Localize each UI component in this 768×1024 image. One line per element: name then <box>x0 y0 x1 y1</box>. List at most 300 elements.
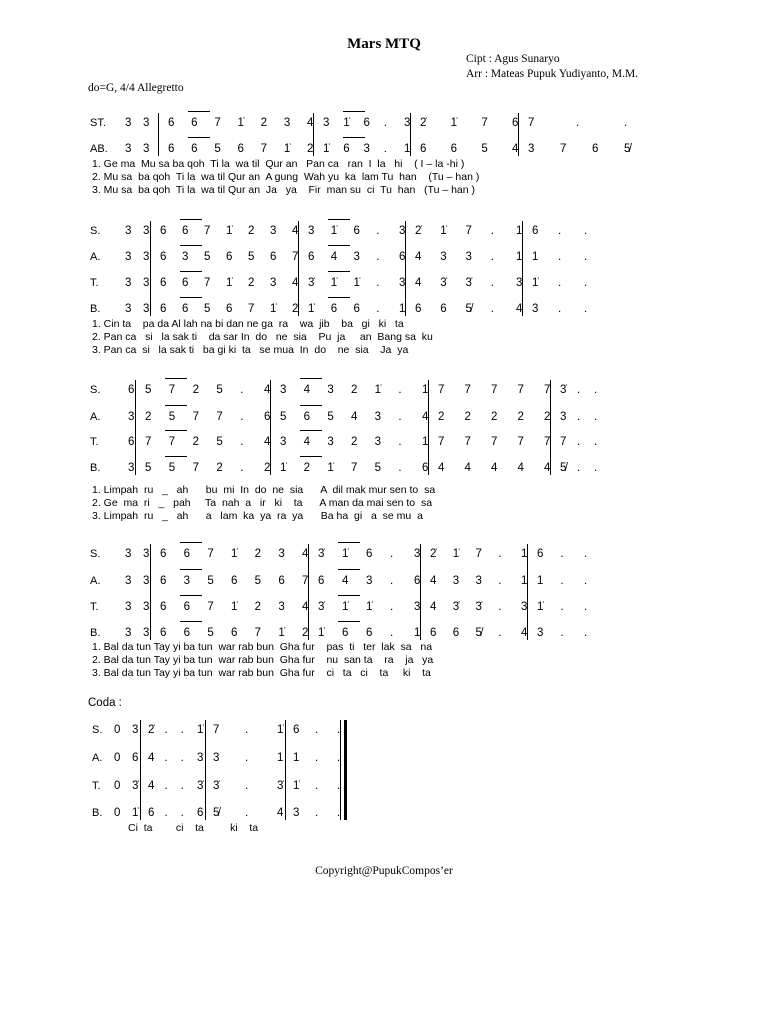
note: 3 <box>414 601 421 613</box>
coda-note: . <box>164 724 168 736</box>
pickup-note: 3 <box>125 601 132 613</box>
note: 7 <box>260 143 268 155</box>
note: . <box>490 303 494 315</box>
note: 2̇ <box>292 303 299 315</box>
note: 2̇ <box>420 117 427 129</box>
note: 6 <box>366 627 373 639</box>
note: 6 <box>160 303 167 315</box>
beam-line <box>300 405 322 406</box>
note: 3 <box>323 117 330 129</box>
pickup-note: 3 <box>143 277 150 289</box>
note: 3 <box>440 251 447 263</box>
note: 3 <box>465 251 472 263</box>
pickup-note: 3 <box>125 251 132 263</box>
note: . <box>390 601 394 613</box>
barline <box>410 113 411 156</box>
voice-label: T. <box>90 277 99 289</box>
note: 5 <box>280 411 287 423</box>
note: 6 <box>415 303 422 315</box>
beam-line <box>180 297 202 298</box>
coda-note: 1 <box>277 752 284 764</box>
coda-note: . <box>164 807 168 819</box>
note: 7 <box>204 277 211 289</box>
barline <box>308 544 309 640</box>
note: 6 <box>183 601 191 613</box>
pickup-note: 3 <box>143 627 150 639</box>
note: 1̇ <box>231 601 238 613</box>
coda-note: . <box>180 780 184 792</box>
voice-label: B. <box>90 303 101 315</box>
note: 3 <box>283 117 291 129</box>
coda-note: 0 <box>114 752 121 764</box>
note: 7 <box>192 462 199 474</box>
lyric-line: 2. Mu sa ba qoh Ti la wa til Qur an A gung Wah yu ka lam Tu han (Tu – han ) <box>92 171 480 183</box>
coda-note: 1̇ <box>293 780 300 792</box>
coda-label: Coda : <box>88 697 122 709</box>
note: 1̇ <box>270 303 277 315</box>
note: 3 <box>308 225 315 237</box>
note: 4 <box>330 251 338 263</box>
coda-note: . <box>245 724 249 736</box>
lyric-line: 3. Mu sa ba qoh Ti la wa til Qur an Ja ya Fir man su ci Tu han (Tu – han ) <box>92 184 476 196</box>
note: . <box>376 225 380 237</box>
coda-note: . <box>337 807 341 819</box>
note: 3 <box>270 225 277 237</box>
note: 5 <box>216 436 223 448</box>
coda-note: 2̇ <box>148 724 155 736</box>
voice-label: A. <box>90 251 101 263</box>
note: 6 <box>343 143 350 155</box>
coda-voice-label: S. <box>92 724 103 736</box>
barline <box>550 380 551 475</box>
note: 7 <box>517 384 524 396</box>
note: 6 <box>303 411 311 423</box>
beam-line <box>165 430 187 431</box>
note: 1̇ <box>440 225 447 237</box>
coda-voice-label: T. <box>92 780 101 792</box>
note: 6 <box>422 462 429 474</box>
coda-note: 6 <box>197 807 204 819</box>
coda-note: 6 <box>132 752 139 764</box>
note: 7 <box>192 411 199 423</box>
barline <box>420 544 421 640</box>
note: . <box>398 462 402 474</box>
note: . <box>390 548 394 560</box>
note: 6 <box>226 303 233 315</box>
note: 1 <box>516 251 523 263</box>
voice-label: ST. <box>90 117 106 129</box>
note: 1̇ <box>404 143 411 155</box>
note: 7 <box>254 627 262 639</box>
note: 5 <box>145 384 152 396</box>
note: 4 <box>302 548 309 560</box>
note: 5 <box>207 627 214 639</box>
pickup-note: 3 <box>143 117 150 129</box>
note: 1̇ <box>537 601 544 613</box>
note: 1̇ <box>422 384 429 396</box>
lyric-line: 1. Bal da tun Tay yi ba tun war rab bun Gha fur pas ti ter lak sa na <box>92 641 433 653</box>
note: 6 <box>270 251 277 263</box>
note: 1̇ <box>330 277 338 289</box>
note: 5̸ <box>624 143 631 155</box>
note: 6 <box>532 225 539 237</box>
barline <box>522 221 523 316</box>
note: 6 <box>430 627 437 639</box>
note: 7 <box>491 384 498 396</box>
note: 6 <box>191 117 198 129</box>
lyric-line: 2. Ge ma ri _ pah Ta nah a ir ki ta A man da mai sen to sa <box>92 497 433 509</box>
note: 6 <box>160 251 167 263</box>
coda-note: . <box>180 752 184 764</box>
coda-voice-label: A. <box>92 752 103 764</box>
voice-label: A. <box>90 411 101 423</box>
note: . <box>240 436 244 448</box>
note: . <box>624 117 628 129</box>
note: 1̇ <box>323 143 330 155</box>
arranger-credit: Arr : Mateas Pupuk Yudiyanto, M.M. <box>466 68 639 80</box>
pickup-note: 3 <box>143 303 150 315</box>
key-tempo: do=G, 4/4 Allegretto <box>88 82 184 94</box>
coda-note: . <box>315 752 319 764</box>
coda-note: . <box>337 780 341 792</box>
note: 2 <box>248 277 255 289</box>
note: 5̸ <box>475 627 482 639</box>
note: 1̇ <box>450 117 458 129</box>
barline <box>158 113 159 156</box>
note: . <box>584 277 588 289</box>
coda-note: 4 <box>277 807 284 819</box>
note: 2̇ <box>415 225 422 237</box>
note: 7 <box>475 548 482 560</box>
note: 4 <box>430 575 437 587</box>
composer-credit: Cipt : Agus Sunaryo <box>466 53 560 65</box>
voice-label: AB. <box>90 143 108 155</box>
beam-line <box>180 271 202 272</box>
lyric-line: 2. Bal da tun Tay yi ba tun war rab bun Gha fur nu san ta ra ja ya <box>92 654 434 666</box>
note: 3 <box>270 277 277 289</box>
lyric-line: 1. Limpah ru _ ah bu mi In do ne sia A dil mak mur sen to sa <box>92 484 436 496</box>
note: 3 <box>327 436 334 448</box>
note: 3̇ <box>560 384 567 396</box>
coda-note: 7 <box>213 724 220 736</box>
note: . <box>498 601 502 613</box>
note: . <box>584 548 588 560</box>
note: 4 <box>292 225 299 237</box>
coda-note: . <box>164 752 168 764</box>
note: 7 <box>517 436 524 448</box>
beam-line <box>300 456 322 457</box>
beam-line <box>328 219 350 220</box>
pickup-note: 3 <box>125 303 132 315</box>
note: 1̇ <box>452 548 460 560</box>
note: 6 <box>414 575 421 587</box>
note: 6 <box>168 117 175 129</box>
note: 5 <box>248 251 255 263</box>
voice-label: S. <box>90 384 101 396</box>
note: . <box>560 575 564 587</box>
note: 5 <box>168 411 176 423</box>
barline <box>527 544 528 640</box>
note: 1̇ <box>532 277 539 289</box>
pickup-note: 3 <box>125 143 132 155</box>
note: 1̇ <box>231 548 238 560</box>
note: 6 <box>231 575 238 587</box>
beam-line <box>300 378 322 379</box>
coda-note: 3 <box>293 807 300 819</box>
note: 6 <box>168 143 175 155</box>
beam-line <box>338 621 360 622</box>
note: 7 <box>464 436 471 448</box>
note: 6 <box>450 143 458 155</box>
copyright-footer: Copyright@PupukCompos’er <box>315 865 453 877</box>
coda-note: . <box>315 807 319 819</box>
note: 3 <box>399 277 406 289</box>
barline <box>298 221 299 316</box>
lyric-line: 3. Limpah ru _ ah a lam ka ya ra ya Ba ha gi a se mu a <box>92 510 423 522</box>
note: 1̇ <box>521 548 528 560</box>
note: 3 <box>537 627 544 639</box>
note: 6 <box>231 627 238 639</box>
note: 1̇ <box>237 117 244 129</box>
note: 7 <box>248 303 255 315</box>
coda-note: 3̇ <box>213 780 220 792</box>
note: 7 <box>145 436 152 448</box>
note: 7 <box>465 225 472 237</box>
note: . <box>240 411 244 423</box>
coda-note: 3̇ <box>277 780 284 792</box>
note: 1̇ <box>353 277 360 289</box>
note: 2 <box>491 411 498 423</box>
note: 2 <box>351 436 358 448</box>
note: . <box>498 627 502 639</box>
note: 3̇ <box>440 277 447 289</box>
coda-lyric: Ci ta ci ta ki ta <box>128 822 259 834</box>
note: 5 <box>327 411 334 423</box>
note: 4 <box>422 411 429 423</box>
note: . <box>577 462 581 474</box>
note: 6 <box>182 277 189 289</box>
coda-note: . <box>245 752 249 764</box>
note: 3 <box>280 384 287 396</box>
note: 1̇ <box>226 225 233 237</box>
pickup-note: 3 <box>143 548 150 560</box>
note: 1 <box>537 575 544 587</box>
coda-note: . <box>180 807 184 819</box>
coda-note: 6 <box>293 724 300 736</box>
note: 3̇ <box>308 277 315 289</box>
coda-note: 5̸ <box>213 807 220 819</box>
lyric-line: 2. Pan ca si la sak ti da sar In do ne sia Pu ja an Bang sa ku <box>92 331 433 343</box>
note: 4 <box>544 462 551 474</box>
note: 3 <box>278 548 285 560</box>
note: 3 <box>452 575 460 587</box>
note: 4 <box>307 117 314 129</box>
note: 7 <box>168 436 176 448</box>
note: 4 <box>415 277 422 289</box>
note: 3 <box>280 436 287 448</box>
note: 1̇ <box>399 303 406 315</box>
note: . <box>490 277 494 289</box>
note: 7 <box>292 251 299 263</box>
note: 1̇ <box>366 601 373 613</box>
note: 1̇ <box>226 277 233 289</box>
coda-voice-label: B. <box>92 807 103 819</box>
barline <box>428 380 429 475</box>
note: . <box>560 548 564 560</box>
note: 3 <box>475 575 482 587</box>
note: . <box>383 117 387 129</box>
note: 3̇ <box>465 277 472 289</box>
note: 6 <box>183 627 191 639</box>
note: . <box>398 384 402 396</box>
note: 7 <box>560 436 567 448</box>
note: 6 <box>399 251 406 263</box>
note: 1 <box>532 251 539 263</box>
note: 3 <box>532 303 539 315</box>
note: 6 <box>226 251 233 263</box>
beam-line <box>338 569 360 570</box>
note: 3 <box>182 251 189 263</box>
note: 4 <box>516 303 523 315</box>
pickup-note: 3 <box>143 225 150 237</box>
note: 7 <box>302 575 309 587</box>
note: 2 <box>303 462 311 474</box>
beam-line <box>338 595 360 596</box>
note: 3 <box>363 143 370 155</box>
note: . <box>498 575 502 587</box>
pickup-note: 6 <box>128 436 135 448</box>
note: 4 <box>464 462 471 474</box>
pickup-note: 3 <box>125 548 132 560</box>
note: 3 <box>374 411 382 423</box>
note: 5 <box>374 462 382 474</box>
note: 3̇ <box>521 601 528 613</box>
beam-line <box>180 542 202 543</box>
note: 3 <box>560 411 567 423</box>
note: . <box>576 117 580 129</box>
note: 6 <box>592 143 599 155</box>
note: 6 <box>160 548 167 560</box>
coda-note: . <box>315 724 319 736</box>
coda-note: 3 <box>213 752 220 764</box>
note: 4 <box>292 277 299 289</box>
lyric-line: 3. Bal da tun Tay yi ba tun war rab bun Gha fur ci ta ci ta ki ta <box>92 667 431 679</box>
beam-line <box>188 111 210 112</box>
note: 6 <box>353 303 360 315</box>
note: 6 <box>512 117 519 129</box>
note: . <box>240 462 244 474</box>
score-title: Mars MTQ <box>347 36 421 52</box>
note: 4 <box>303 384 311 396</box>
note: 6 <box>160 601 167 613</box>
voice-label: S. <box>90 225 101 237</box>
pickup-note: 6 <box>128 384 135 396</box>
note: 1̇ <box>422 436 429 448</box>
pickup-note: 3 <box>143 251 150 263</box>
coda-note: 3 <box>132 724 139 736</box>
note: 6 <box>160 225 167 237</box>
note: 4 <box>512 143 519 155</box>
pickup-note: 3 <box>143 575 150 587</box>
note: 7 <box>528 117 535 129</box>
note: . <box>558 251 562 263</box>
note: 4 <box>438 462 445 474</box>
note: . <box>490 251 494 263</box>
note: 4 <box>302 601 309 613</box>
note: 7 <box>351 462 358 474</box>
beam-line <box>180 595 202 596</box>
note: 7 <box>544 384 551 396</box>
note: 4 <box>264 384 271 396</box>
note: 3 <box>327 384 334 396</box>
voice-label: A. <box>90 575 101 587</box>
note: 6 <box>342 627 349 639</box>
note: 7 <box>438 384 445 396</box>
note: 2̇ <box>264 462 271 474</box>
coda-note: 0 <box>114 807 121 819</box>
voice-label: B. <box>90 627 101 639</box>
note: 6 <box>330 303 338 315</box>
note: 2 <box>254 601 262 613</box>
coda-note: 6 <box>148 807 155 819</box>
voice-label: S. <box>90 548 101 560</box>
note: 3 <box>278 601 285 613</box>
note: 5 <box>214 143 221 155</box>
note: . <box>594 436 598 448</box>
note: 6 <box>182 303 189 315</box>
note: 6 <box>160 277 167 289</box>
beam-line <box>328 297 350 298</box>
pickup-note: 3 <box>128 411 135 423</box>
barline <box>518 113 519 156</box>
note: 1̇ <box>308 303 315 315</box>
note: 3 <box>528 143 535 155</box>
pickup-note: 3 <box>143 601 150 613</box>
coda-final-bar-thin <box>340 720 341 820</box>
pickup-note: 3 <box>125 277 132 289</box>
note: 6 <box>160 575 167 587</box>
note: 1̇ <box>283 143 291 155</box>
note: 1̇ <box>280 462 287 474</box>
note: 6 <box>308 251 315 263</box>
lyric-line: 1. Cin ta pa da Al lah na bi dan ne ga ra wa jib ba gi ki ta <box>92 318 404 330</box>
coda-barline <box>285 720 286 820</box>
note: 3̇ <box>318 548 325 560</box>
beam-line <box>300 430 322 431</box>
note: 3 <box>183 575 191 587</box>
note: 5̸ <box>465 303 472 315</box>
note: 6 <box>160 627 167 639</box>
note: . <box>490 225 494 237</box>
note: 6 <box>183 548 191 560</box>
note: 5 <box>168 462 176 474</box>
note: 2 <box>192 436 199 448</box>
coda-note: 1 <box>293 752 300 764</box>
beam-line <box>328 245 350 246</box>
note: 3̇ <box>318 601 325 613</box>
note: 6 <box>318 575 325 587</box>
note: 7 <box>207 548 214 560</box>
note: 7 <box>207 601 214 613</box>
note: . <box>240 384 244 396</box>
barline <box>313 113 314 156</box>
pickup-note: 3 <box>125 225 132 237</box>
note: 4 <box>521 627 528 639</box>
note: 1̇ <box>516 225 523 237</box>
note: 3̇ <box>475 601 482 613</box>
note: 7 <box>438 436 445 448</box>
beam-line <box>328 271 350 272</box>
